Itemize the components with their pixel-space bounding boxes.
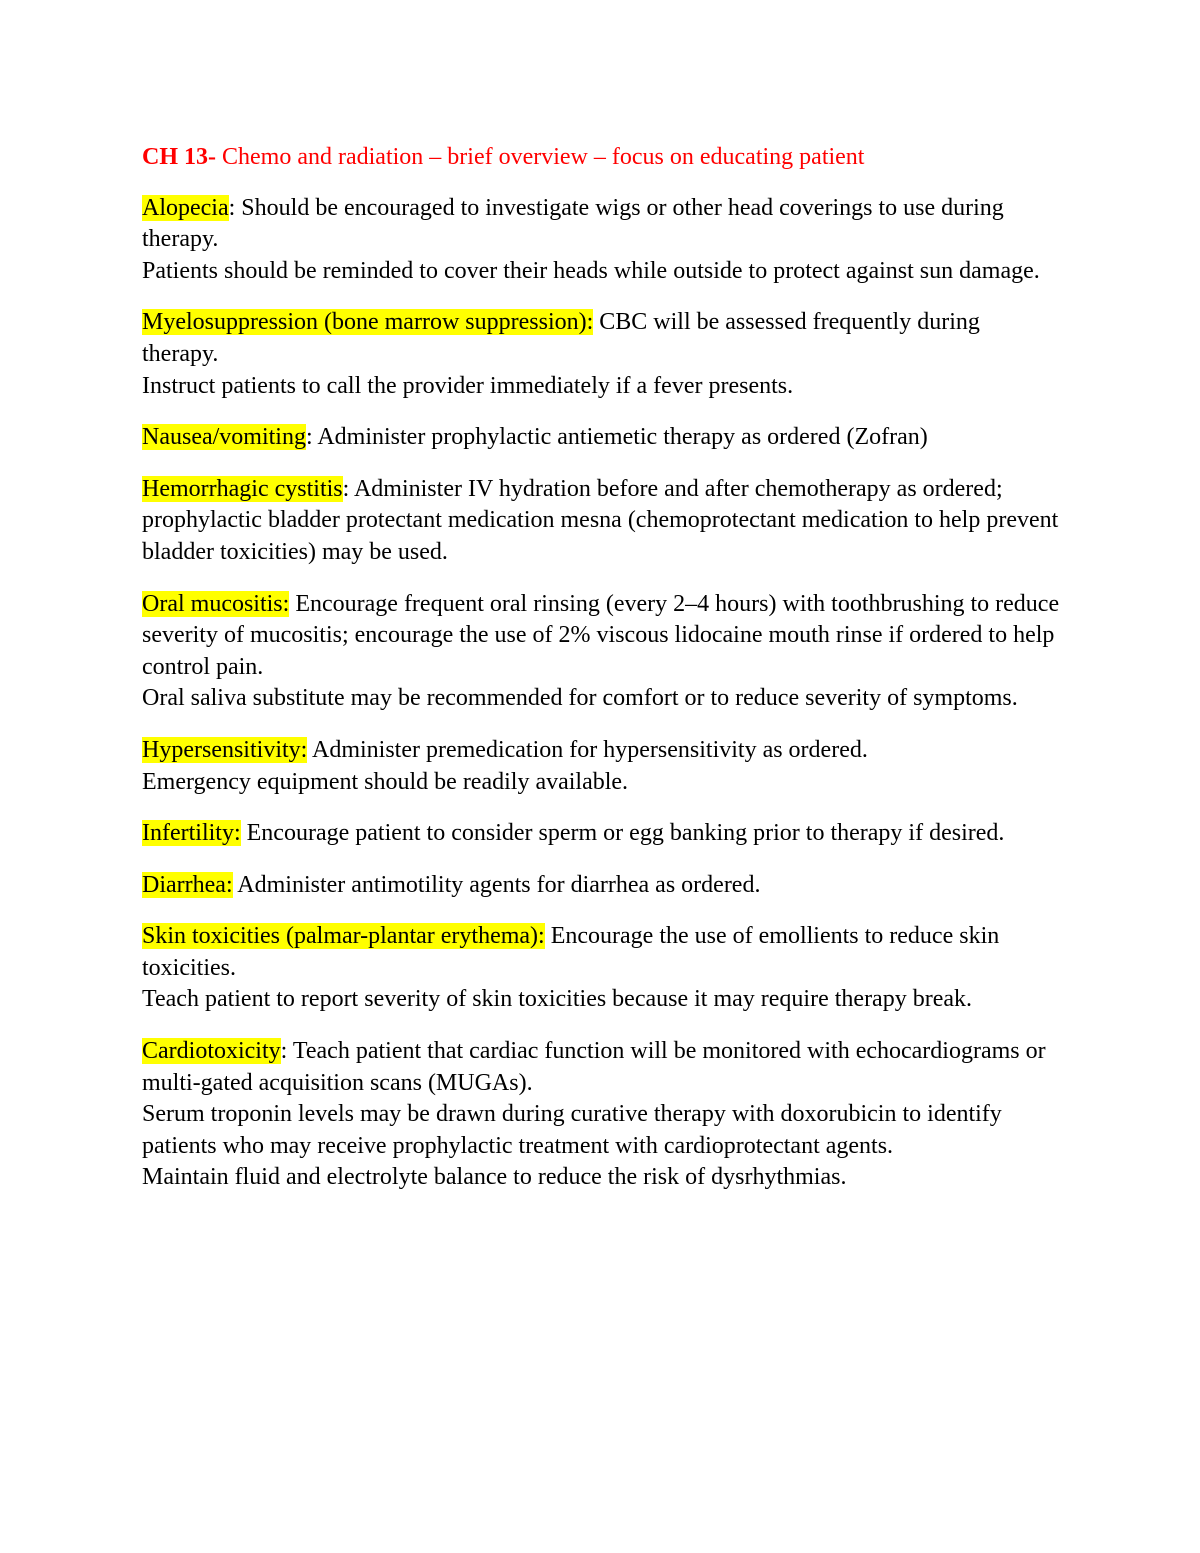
section-paragraph — [142, 818, 1062, 850]
body-text: Teach patient to report severity of skin toxicities because it may require therapy break. — [142, 986, 973, 1013]
document-title — [142, 142, 1062, 174]
section-infertility — [142, 818, 1062, 850]
section-paragraph — [142, 1162, 1062, 1194]
section-paragraph — [142, 1099, 1062, 1162]
body-text: Encourage patient to consider sperm or egg banking prior to therapy if desired. — [240, 820, 1005, 847]
body-text: Administer premedication for hypersensitivity as ordered. — [307, 736, 868, 763]
document-page — [142, 142, 1062, 1214]
section-myelosuppression-bone-marrow-suppression — [142, 307, 1062, 402]
section-cardiotoxicity — [142, 1036, 1062, 1194]
section-paragraph — [142, 589, 1062, 684]
section-diarrhea — [142, 870, 1062, 902]
body-text: Encourage frequent oral rinsing (every 2–4 hours) with toothbrushing to reduce severity of mucositis; encourage the use of 2% viscous lidocaine mouth rinse if ordered to help control pain. — [142, 590, 1060, 680]
chapter-label: CH 13- — [142, 144, 216, 170]
highlighted-term: Alopecia — [142, 194, 229, 221]
highlighted-term: Diarrhea: — [142, 871, 233, 898]
highlighted-term: Oral mucositis: — [142, 590, 290, 617]
section-hypersensitivity — [142, 735, 1062, 798]
title-text: Chemo and radiation – brief overview – focus on educating patient — [216, 144, 865, 170]
section-paragraph — [142, 735, 1062, 767]
section-paragraph — [142, 371, 1062, 403]
body-text: Teach patient that cardiac function will be monitored with echocardiograms or multi-gated acquisition scans (MUGAs). — [142, 1038, 1046, 1096]
body-text: Oral saliva substitute may be recommended for comfort or to reduce severity of symptoms. — [142, 685, 1018, 712]
highlighted-term: Myelosuppression (bone marrow suppression): — [142, 309, 594, 336]
body-text: Administer antimotility agents for diarrhea as ordered. — [232, 871, 761, 898]
section-nausea-vomiting — [142, 422, 1062, 454]
highlighted-term: Cardiotoxicity — [142, 1038, 281, 1065]
section-paragraph — [142, 193, 1062, 256]
body-text: Maintain fluid and electrolyte balance to reduce the risk of dysrhythmias. — [142, 1164, 847, 1191]
section-alopecia — [142, 193, 1062, 288]
section-paragraph — [142, 921, 1062, 984]
highlighted-term: Hemorrhagic cystitis — [142, 475, 343, 502]
body-text: Encourage the use of emollients to reduce skin toxicities. — [142, 923, 1000, 981]
highlighted-term: Infertility: — [142, 820, 241, 847]
body-text: Instruct patients to call the provider immediately if a fever presents. — [142, 372, 794, 399]
term-separator: : — [305, 424, 313, 451]
section-paragraph — [142, 767, 1062, 799]
section-paragraph — [142, 1036, 1062, 1099]
body-text: Should be encouraged to investigate wigs or other head coverings to use during therapy. — [142, 194, 1004, 253]
body-text: CBC will be assessed frequently during therapy. — [142, 309, 980, 367]
highlighted-term: Skin toxicities (palmar-plantar erythema): — [142, 923, 545, 950]
body-text: Serum troponin levels may be drawn during curative therapy with doxorubicin to identify patients who may receive prophylactic treatment with cardioprotectant agents. — [142, 1101, 1002, 1159]
body-text: Administer prophylactic antiemetic therapy as ordered (Zofran) — [312, 424, 928, 451]
section-list — [142, 193, 1062, 1194]
section-paragraph — [142, 422, 1062, 454]
section-paragraph — [142, 307, 1062, 370]
section-oral-mucositis — [142, 589, 1062, 715]
section-paragraph — [142, 474, 1062, 569]
body-text: Emergency equipment should be readily available. — [142, 768, 629, 795]
highlighted-term: Hypersensitivity: — [142, 736, 308, 763]
section-paragraph — [142, 683, 1062, 715]
term-separator: : — [228, 194, 236, 221]
term-separator: : — [280, 1038, 288, 1065]
section-paragraph — [142, 256, 1062, 288]
section-paragraph — [142, 984, 1062, 1016]
section-hemorrhagic-cystitis — [142, 474, 1062, 569]
highlighted-term: Nausea/vomiting — [142, 424, 306, 451]
term-separator: : — [342, 475, 350, 502]
body-text: Administer IV hydration before and after chemotherapy as ordered; prophylactic bladder protectant medication mesna (chemoprotectant medication to help prevent bladder toxicities) may be used. — [142, 475, 1059, 565]
section-skin-toxicities-palmar-plantar-erythema — [142, 921, 1062, 1016]
section-paragraph — [142, 870, 1062, 902]
body-text: Patients should be reminded to cover their heads while outside to protect against sun damage. — [142, 257, 1040, 284]
